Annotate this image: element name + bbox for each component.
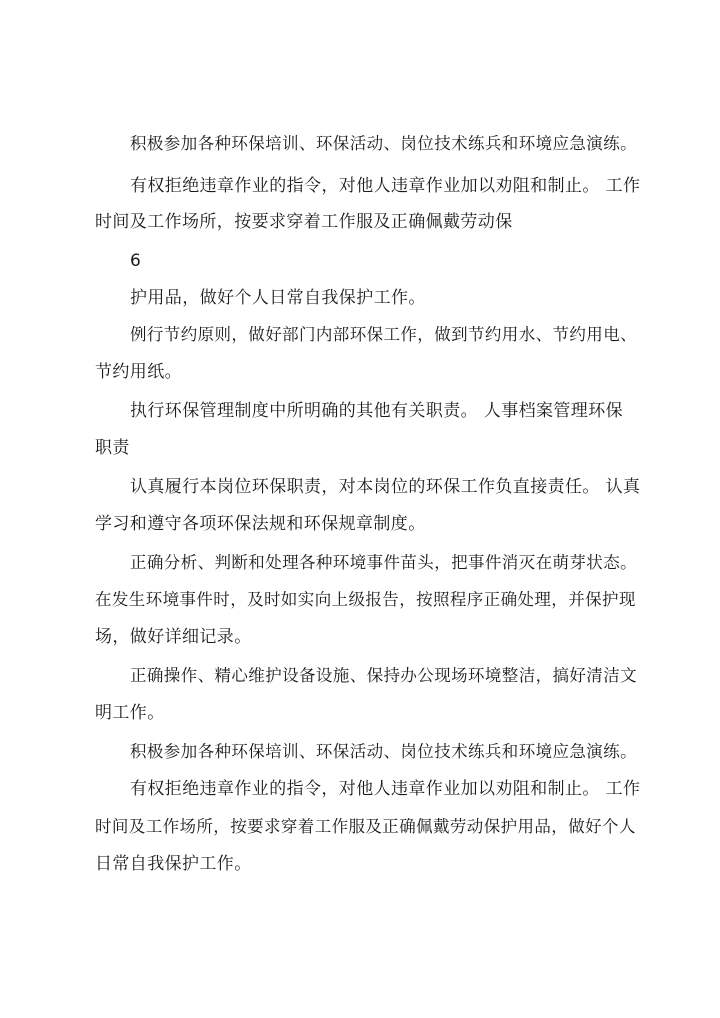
text-line: 有权拒绝违章作业的指令，对他人违章作业加以劝阻和制止。 工作 <box>130 176 641 196</box>
text-line: 场，做好详细记录。 <box>95 627 252 647</box>
text-line: 时间及工作场所，按要求穿着工作服及正确佩戴劳动保护用品，做好个人 <box>95 817 636 836</box>
text-line: 积极参加各种环保培训、环保活动、岗位技术练兵和环境应急演练。 <box>130 134 637 153</box>
text-line: 护用品，做好个人日常自我保护工作。 <box>130 288 426 308</box>
text-line: 明工作。 <box>95 703 165 723</box>
text-line: 正确分析、判断和处理各种环境事件苗头，把事件消灭在萌芽状态。 <box>130 553 637 572</box>
text-line: 例行节约原则，做好部门内部环保工作，做到节约用水、节约用电、 <box>130 325 637 344</box>
text-line: 积极参加各种环保培训、环保活动、岗位技术练兵和环境应急演练。 <box>130 742 637 761</box>
text-line: 时间及工作场所，按要求穿着工作服及正确佩戴劳动保 <box>95 212 513 232</box>
text-line: 在发生环境事件时，及时如实向上级报告，按照程序正确处理，并保护现 <box>95 590 636 609</box>
text-line: 执行环保管理制度中所明确的其他有关职责。 人事档案管理环保 <box>130 401 624 421</box>
page-number: 6 <box>130 251 142 271</box>
text-line: 职责 <box>95 438 130 458</box>
text-line: 有权拒绝违章作业的指令，对他人违章作业加以劝阻和制止。 工作 <box>130 779 641 799</box>
text-line: 正确操作、精心维护设备设施、保持办公现场环境整洁，搞好清洁文 <box>130 666 637 685</box>
text-line: 节约用纸。 <box>95 362 182 382</box>
text-line: 学习和遵守各项环保法规和环保规章制度。 <box>95 514 426 534</box>
text-line: 认真履行本岗位环保职责，对本岗位的环保工作负直接责任。 认真 <box>130 477 641 497</box>
text-line: 日常自我保护工作。 <box>95 854 252 874</box>
